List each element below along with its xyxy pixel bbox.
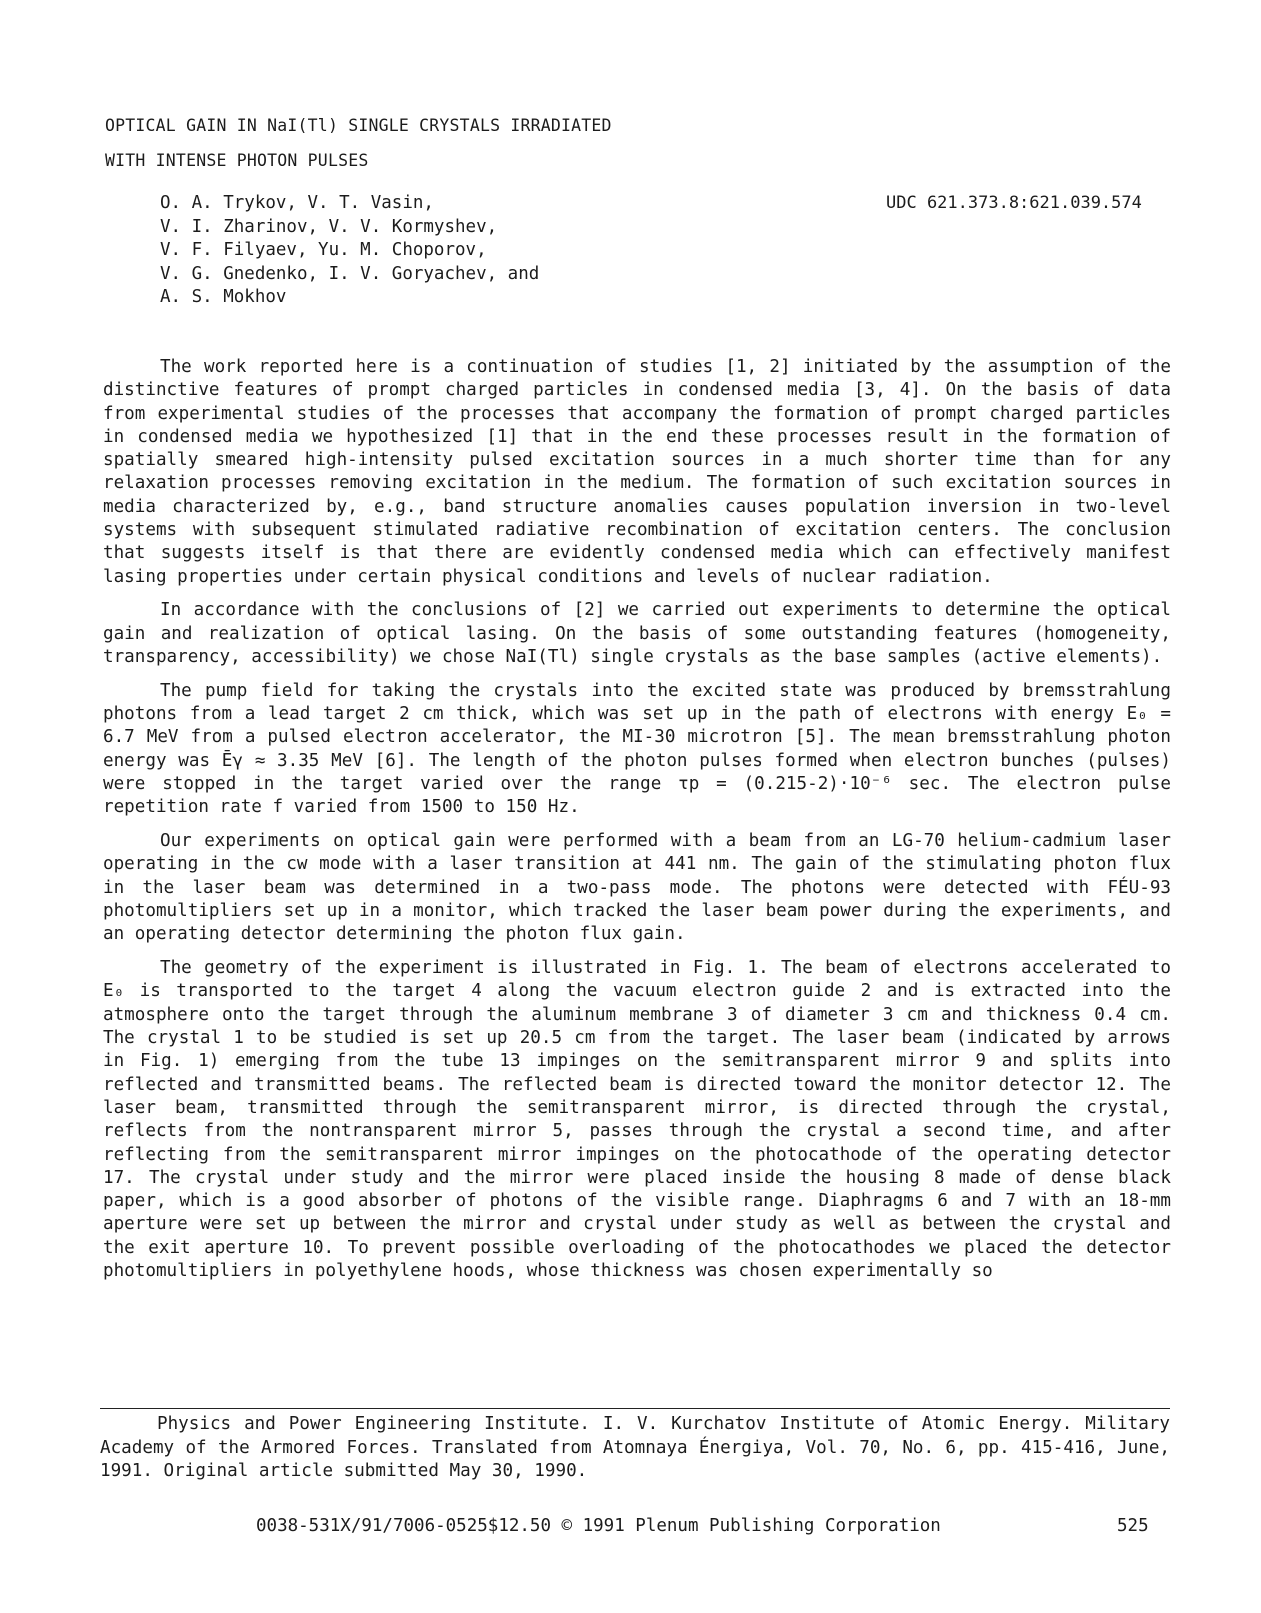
affiliation-footnote <box>100 1413 1170 1484</box>
body-paragraph: Our experiments on optical gain were performed with a beam from an LG-70 helium-cadmium laser operating in the cw mode with a laser transition at 441 nm. The gain of the stimulating photon flux in the laser beam was determined in a two-pass mode. The photons were detected with FÉU-93 photomultipliers set up in a monitor, which tracked the laser beam power during the experiments, and an operating detector determining the photon flux gain. <box>103 831 1171 945</box>
body-paragraph: The pump field for taking the crystals into the excited state was produced by bremsstrahlung photons from a lead target 2 cm thick, which was set up in the path of electrons with energy E₀ = 6.7 MeV from a pulsed electron accelerator, the MI-30 microtron [5]. The mean bremsstrahlung photon energy was Ēγ ≈ 3.35 MeV [6]. The length of the photon pulses formed when electron bunches (pulses) were stopped in the target varied over the range τp = (0.215-2)·10⁻⁶ sec. The electron pulse repetition rate f varied from 1500 to 150 Hz. <box>103 680 1171 818</box>
article-title <box>105 108 612 178</box>
page-number: 525 <box>1117 1516 1149 1536</box>
body-paragraph: The work reported here is a continuation of studies [1, 2] initiated by the assumption of the distinctive features of prompt charged particles in condensed media [3, 4]. On the basis of data from experimental studies of the processes that accompany the formation of prompt charged particles in condensed media we hypothesized [1] that in the end these processes result in the formation of spatially smeared high-intensity pulsed excitation sources in a much shorter time than for any relaxation processes removing excitation in the medium. The formation of such excitation sources in media characterized by, e.g., band structure anomalies causes population inversion in two-level systems with subsequent stimulated radiative recombination of excitation centers. The conclusion that suggests itself is that there are evidently condensed media which can effectively manifest lasing properties under certain physical conditions and levels of nuclear radiation. <box>103 357 1171 587</box>
footnote-divider <box>100 1408 1170 1409</box>
copyright-line: 0038-531X/91/7006-0525$12.50 © 1991 Plenum Publishing Corporation <box>256 1516 941 1536</box>
author-line: V. F. Filyaev, Yu. M. Choporov, <box>160 240 487 260</box>
author-line: A. S. Mokhov <box>160 287 287 307</box>
udc-code: UDC 621.373.8:621.039.574 <box>886 193 1142 213</box>
title-line-1: OPTICAL GAIN IN NaI(Tl) SINGLE CRYSTALS IRRADIATED <box>105 116 612 135</box>
author-line: V. G. Gnedenko, I. V. Goryachev, and <box>160 263 540 284</box>
body-paragraph: In accordance with the conclusions of [2] we carried out experiments to determine the optical gain and realization of optical lasing. On the basis of some outstanding features (homogeneity, transparency, accessibility) we chose NaI(Tl) single crystals as the base samples (active elements). <box>103 600 1171 668</box>
title-line-2: WITH INTENSE PHOTON PULSES <box>105 151 369 170</box>
author-list <box>160 192 539 310</box>
author-line: V. I. Zharinov, V. V. Kormyshev, <box>160 216 498 237</box>
author-line: O. A. Trykov, V. T. Vasin, <box>160 193 434 213</box>
article-body <box>103 356 1171 1294</box>
footnote-text: Physics and Power Engineering Institute. I. V. Kurchatov Institute of Atomic Energy. Military Academy of the Armored Forces. Translated from Atomnaya Énergiya, Vol. 70, No. 6, pp. 415-416, June, 1991. Original article submitted May 30, 1990. <box>100 1414 1170 1481</box>
body-paragraph: The geometry of the experiment is illustrated in Fig. 1. The beam of electrons accelerated to E₀ is transported to the target 4 along the vacuum electron guide 2 and is extracted into the atmosphere onto the target through the aluminum membrane 3 of diameter 3 cm and thickness 0.4 cm. The crystal 1 to be studied is set up 20.5 cm from the target. The laser beam (indicated by arrows in Fig. 1) emerging from the tube 13 impinges on the semitransparent mirror 9 and splits into reflected and transmitted beams. The reflected beam is directed toward the monitor detector 12. The laser beam, transmitted through the semitransparent mirror, is directed through the crystal, reflects from the nontransparent mirror 5, passes through the crystal a second time, and after reflecting from the semitransparent mirror impinges on the photocathode of the operating detector 17. The crystal under study and the mirror were placed inside the housing 8 made of dense black paper, which is a good absorber of photons of the visible range. Diaphragms 6 and 7 with an 18-mm aperture were set up between the mirror and crystal under study as well as between the crystal and the exit aperture 10. To prevent possible overloading of the photocathodes we placed the detector photomultipliers in polyethylene hoods, whose thickness was chosen experimentally so <box>103 958 1171 1281</box>
